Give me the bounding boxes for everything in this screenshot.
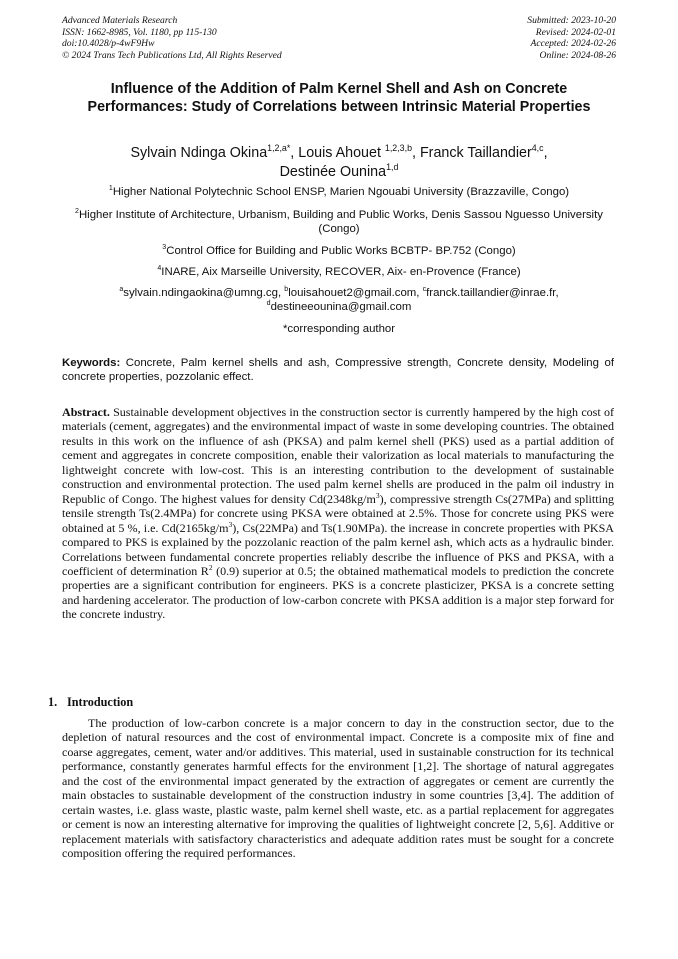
affiliation-marker: 2 bbox=[75, 208, 79, 216]
introduction-paragraph: The production of low-carbon concrete is a major concern to day in the construction sector, due to the depletion of natural resources and the cost of environmental impact. Concrete is a composite mix of fine and coarse aggregates, cement, water and/or additives. This material, used in sustainable construction for its technical performance, constantly generates harmful effects for the environment [1,2]. The shortage of natural aggregates and the cost of the environmental impact generated by the extraction of aggregates or cement are currently the main obstacles to sustainable development of the construction industry in some countries [3,4]. The addition of certain wastes, i.e. glass waste, plastic waste, palm kernel shell waste, etc. as a partial replacement for aggregates or cement is now an interesting alternative for improving the qualities of lightweight concrete [2, 5,6]. Additive or replacement materials with satisfactory characteristics and adequate addition rates must be sought for a concrete composition offering the required performances. bbox=[62, 716, 614, 861]
keywords-label: Keywords: bbox=[62, 357, 121, 369]
date-accepted: Accepted: 2024-02-26 bbox=[530, 38, 616, 50]
journal-doi: doi:10.4028/p-4wF9Hw bbox=[62, 38, 155, 50]
section-heading bbox=[48, 695, 133, 709]
affiliation bbox=[66, 185, 612, 199]
abstract-text: ), compressive strength Cs(27MPa) and splitting tensile strength Ts(2.4MPa) for concrete using PKSA were obtained at 2.5%. Those for concrete using PKS were obtained at 5 %, i.e. Cd(2165kg/m bbox=[62, 491, 614, 535]
author-list bbox=[70, 144, 608, 182]
submission-dates bbox=[527, 15, 616, 61]
affiliation-text: Control Office for Building and Public Works BCBTP- BP.752 (Congo) bbox=[166, 245, 516, 257]
affiliation bbox=[66, 208, 612, 236]
journal-issn: ISSN: 1662-8985, Vol. 1180, pp 115-130 bbox=[62, 26, 217, 38]
affiliation-marker: 3 bbox=[162, 244, 167, 252]
author-name: Louis Ahouet bbox=[298, 145, 385, 161]
author-affil-marker: 1,2,3,b bbox=[384, 143, 412, 154]
author-separator: , bbox=[543, 145, 548, 161]
email-list bbox=[66, 286, 612, 314]
journal-copyright: © 2024 Trans Tech Publications Ltd, All Rights Reserved bbox=[62, 49, 282, 61]
affiliation-text: INARE, Aix Marseille University, RECOVER, Aix- en-Provence (France) bbox=[161, 266, 521, 278]
abstract-section bbox=[62, 405, 614, 622]
email-marker: b bbox=[284, 286, 289, 294]
affiliation-marker: 1 bbox=[108, 185, 113, 193]
email-address: destineeounina@gmail.com bbox=[270, 301, 412, 314]
date-submitted: Submitted: 2023-10-20 bbox=[527, 15, 616, 26]
author-separator: , bbox=[412, 145, 420, 161]
abstract-text: ), Cs(22MPa) and Ts(1.90MPa). the increase in concrete properties with PKSA compared to PKS is explained by the pozzolanic reaction of the palm kernel ash, which acts as a hydraulic binder. Correlations between fundamental concrete properties reliably describe the influence of PKS and PKSA, with a coefficient of determination R bbox=[62, 520, 614, 578]
affiliation bbox=[66, 244, 612, 258]
email-address: franck.taillandier@inrae.fr, bbox=[426, 287, 559, 299]
date-online: Online: 2024-08-26 bbox=[539, 49, 616, 61]
author-separator: , bbox=[290, 145, 299, 161]
author-name: Franck Taillandier bbox=[419, 145, 532, 161]
paper-title: Influence of the Addition of Palm Kernel Shell and Ash on Concrete Performances: Study of Correlations between Intrinsic Material Properties bbox=[87, 81, 591, 115]
abstract-text: Sustainable development objectives in the construction sector is currently hampered by the high cost of materials (cement, aggregates) and the environmental impact of waste in some developing countries. The obtained results in this work on the influence of ash (PKSA) and palm kernel shell (PKS) used as a partial addition of cement and aggregates in concrete composition, enable their valorization as local materials to manufacturing the lightweight concrete with low-cost. This is an interesting contribution to the development of sustainable construction and environmental protection. The used palm kernel shells are produced in the palm oil industry in Republic of Congo. The highest values for density Cd(2348kg/m bbox=[62, 405, 614, 506]
email-marker: c bbox=[422, 286, 427, 294]
author-name: Sylvain Ndinga Okina bbox=[130, 145, 268, 161]
affiliation-marker: 4 bbox=[157, 265, 162, 273]
email-address: sylvain.ndingaokina@umng.cg, bbox=[123, 287, 285, 299]
email-marker: d bbox=[266, 300, 271, 308]
abstract-superscript: 2 bbox=[208, 562, 213, 572]
affiliation-text: Higher National Polytechnic School ENSP, Marien Ngouabi University (Brazzaville, Congo) bbox=[112, 186, 570, 198]
section-title: Introduction bbox=[67, 695, 134, 709]
abstract-text: (0.9) superior at 0.5; the obtained mathematical models to prediction the concrete properties are a significant contribution for engineers. PKS is a concrete plasticizer, PKSA is a concrete setting and hardening accelerator. The production of low-carbon concrete with PKSA addition is a major step forward for the concrete industry. bbox=[62, 563, 615, 622]
keywords-section bbox=[62, 356, 614, 385]
abstract-label: Abstract. bbox=[62, 405, 110, 419]
author-affil-marker: 1,d bbox=[386, 162, 399, 173]
journal-info bbox=[62, 15, 282, 61]
keywords-text: Concrete, Palm kernel shells and ash, Compressive strength, Concrete density, Modeling of concrete properties, pozzolanic effect. bbox=[62, 357, 614, 384]
affiliation bbox=[66, 265, 612, 279]
section-number: 1. bbox=[48, 695, 58, 709]
corresponding-author-note: *corresponding author bbox=[282, 323, 396, 335]
email-address: louisahouet2@gmail.com, bbox=[288, 287, 423, 299]
date-revised: Revised: 2024-02-01 bbox=[535, 26, 616, 38]
author-name: Destinée Ounina bbox=[279, 164, 387, 180]
email-marker: a bbox=[119, 286, 124, 294]
abstract-superscript: 3 bbox=[228, 519, 233, 529]
author-affil-marker: 4,c bbox=[531, 143, 544, 154]
author-affil-marker: 1,2,a* bbox=[267, 143, 291, 154]
abstract-superscript: 3 bbox=[375, 490, 380, 500]
journal-name: Advanced Materials Research bbox=[62, 15, 178, 26]
affiliation-text: Higher Institute of Architecture, Urbanism, Building and Public Works, Denis Sassou Nguesso University (Congo) bbox=[78, 209, 603, 236]
